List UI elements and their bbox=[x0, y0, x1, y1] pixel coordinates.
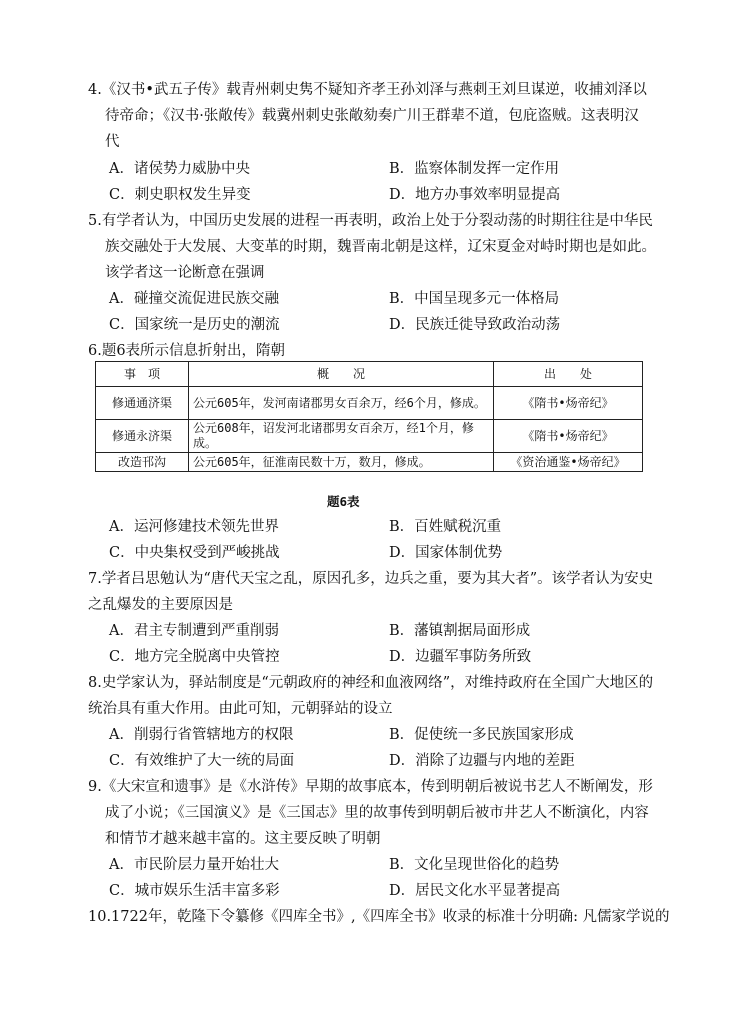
q7-line-2: 之乱爆发的主要原因是 bbox=[88, 597, 233, 613]
q6-option-d: D．国家体制优势 bbox=[389, 545, 503, 561]
q7-line-1: 7.学者吕思勉认为“唐代天宝之乱，原因孔多，边兵之重，要为其大者”。该学者认为安史 bbox=[88, 571, 654, 587]
q5-option-b: B．中国呈现多元一体格局 bbox=[389, 291, 560, 307]
q10-line-1: 10.1722年，乾隆下令纂修《四库全书》,《四库全书》收录的标准十分明确: 凡儒家学说的 bbox=[88, 909, 670, 925]
q8-option-c: C．有效维护了大一统的局面 bbox=[109, 753, 295, 769]
q5-line-1: 5.有学者认为，中国历史发展的进程一再表明，政治上处于分裂动荡的时期往往是中华民 bbox=[88, 213, 653, 229]
table-cell: 《隋书•炀帝纪》 bbox=[494, 420, 643, 453]
q5-line-3: 该学者这一论断意在强调 bbox=[105, 265, 265, 281]
q8-option-d: D．消除了边疆与内地的差距 bbox=[389, 753, 575, 769]
table-cell: 公元608年，诏发河北诸郡男女百余万，经1个月，修成。 bbox=[189, 420, 494, 453]
table-header-overview: 概 况 bbox=[189, 362, 494, 387]
q8-option-a: A．削弱行省管辖地方的权限 bbox=[109, 727, 294, 743]
q9-option-b: B．文化呈现世俗化的趋势 bbox=[389, 857, 560, 873]
q5-line-2: 族交融处于大发展、大变革的时期，魏晋南北朝是这样，辽宋夏金对峙时期也是如此。 bbox=[105, 239, 656, 255]
table-row bbox=[96, 387, 643, 420]
table-cell: 公元605年，征淮南民数十万，数月，修成。 bbox=[189, 453, 494, 472]
q9-line-3: 和情节才越来越丰富的。这主要反映了明朝 bbox=[105, 831, 381, 847]
q4-option-c: C．刺史职权发生异变 bbox=[109, 187, 251, 203]
q7-option-a: A．君主专制遭到严重削弱 bbox=[109, 623, 279, 639]
q5-option-d: D．民族迁徙导致政治动荡 bbox=[389, 317, 561, 333]
q7-option-c: C．地方完全脱离中央管控 bbox=[109, 649, 280, 665]
table-header-source: 出 处 bbox=[494, 362, 643, 387]
q4-option-d: D．地方办事效率明显提高 bbox=[389, 187, 561, 203]
q5-option-a: A．碰撞交流促进民族交融 bbox=[109, 291, 279, 307]
q9-option-c: C．城市娱乐生活丰富多彩 bbox=[109, 883, 280, 899]
q7-option-b: B．藩镇割据局面形成 bbox=[389, 623, 531, 639]
table-cell: 修通永济渠 bbox=[96, 420, 189, 453]
q7-option-d: D．边疆军事防务所致 bbox=[389, 649, 532, 665]
q8-option-b: B．促使统一多民族国家形成 bbox=[389, 727, 574, 743]
table-cell: 改造邗沟 bbox=[96, 453, 189, 472]
q6-option-c: C．中央集权受到严峻挑战 bbox=[109, 545, 280, 561]
table-cell: 《资治通鉴•炀帝纪》 bbox=[494, 453, 643, 472]
table-header-item: 事 项 bbox=[96, 362, 189, 387]
q6-option-b: B．百姓赋税沉重 bbox=[389, 519, 502, 535]
q9-option-a: A．市民阶层力量开始壮大 bbox=[109, 857, 279, 873]
q8-line-2: 统治具有重大作用。由此可知，元朝驿站的设立 bbox=[88, 701, 393, 717]
q9-line-1: 9.《大宋宣和遗事》是《水浒传》早期的故事底本，传到明朝后被说书艺人不断阐发，形 bbox=[88, 779, 653, 795]
q4-line-3: 代 bbox=[105, 134, 120, 150]
q9-option-d: D．居民文化水平显著提高 bbox=[389, 883, 561, 899]
table-row bbox=[96, 453, 643, 472]
q4-line-1: 4.《汉书•武五子传》载青州刺史隽不疑知齐孝王孙刘泽与燕刺王刘旦谋逆，收捕刘泽以 bbox=[88, 82, 647, 98]
table-caption: 题6表 bbox=[327, 494, 360, 509]
table-row bbox=[96, 420, 643, 453]
table-cell: 修通通济渠 bbox=[96, 387, 189, 420]
q9-line-2: 成了小说；《三国演义》是《三国志》里的故事传到明朝后被市井艺人不断演化，内容 bbox=[105, 805, 649, 821]
q8-line-1: 8.史学家认为，驿站制度是“元朝政府的神经和血液网络”，对维持政府在全国广大地区的 bbox=[88, 675, 654, 691]
q4-line-2: 待帝命；《汉书·张敞传》载冀州刺史张敞劾奏广川王群辈不道，包庇盗贼。这表明汉 bbox=[105, 108, 639, 124]
q4-option-b: B．监察体制发挥一定作用 bbox=[389, 161, 560, 177]
q6-line-1: 6.题6表所示信息折射出，隋朝 bbox=[88, 343, 286, 359]
table-cell: 公元605年，发河南诸郡男女百余万，经6个月，修成。 bbox=[189, 387, 494, 420]
question-6-table bbox=[95, 361, 643, 472]
q5-option-c: C．国家统一是历史的潮流 bbox=[109, 317, 280, 333]
q6-option-a: A．运河修建技术领先世界 bbox=[109, 519, 279, 535]
q4-option-a: A．诸侯势力威胁中央 bbox=[109, 161, 250, 177]
table-cell: 《隋书•炀帝纪》 bbox=[494, 387, 643, 420]
